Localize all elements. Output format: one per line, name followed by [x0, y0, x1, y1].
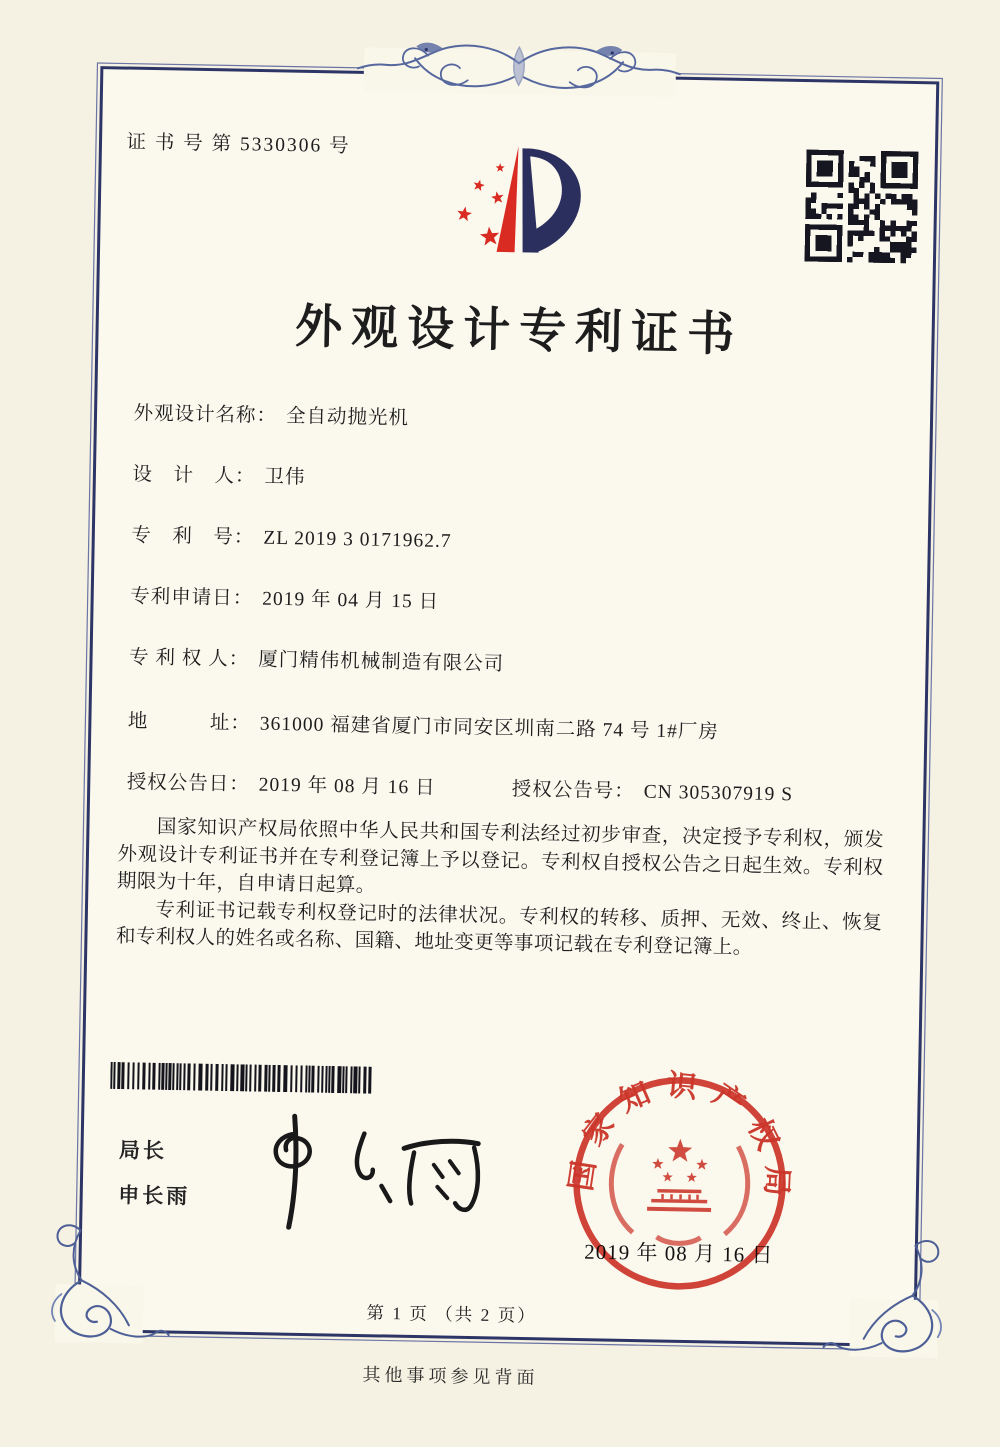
field-label: 授权公告日：: [126, 772, 250, 796]
field-value: 361000 福建省厦门市同安区圳南二路 74 号 1#厂房: [259, 713, 720, 744]
field-value: 全自动抛光机: [285, 406, 410, 430]
handwritten-signature: [241, 1099, 498, 1239]
svg-text:国家知识产权局: [564, 1067, 795, 1211]
barcode: [110, 1062, 382, 1094]
field-value: 2019 年 08 月 16 日: [258, 774, 436, 799]
qr-code: [804, 150, 918, 264]
field-row: [133, 397, 409, 430]
legal-text: [116, 813, 884, 965]
field-value: 卫伟: [264, 466, 306, 489]
seal-ring-text: 国家知识产权局: [564, 1068, 794, 1211]
field-value: 2019 年 04 月 15 日: [261, 588, 440, 613]
field-value: CN 305307919 S: [643, 781, 794, 806]
signer-title: 局长: [118, 1139, 168, 1163]
field-row: [131, 519, 452, 553]
field-label: 专利申请日：: [130, 586, 254, 610]
signer-name: 申长雨: [118, 1184, 191, 1209]
page-number: 第 1 页 （共 2 页）: [366, 1302, 537, 1326]
cnipa-logo-icon: [432, 133, 614, 266]
field-label: 外观设计名称：: [133, 403, 278, 427]
official-seal: [555, 1059, 804, 1308]
field-row: [132, 458, 306, 489]
certificate-number: 证 书 号 第 5330306 号: [126, 132, 351, 158]
field-label: 设 计 人：: [132, 464, 256, 488]
field-label: 地 址：: [127, 711, 252, 735]
seal-date: 2019 年 08 月 16 日: [584, 1239, 774, 1268]
field-label: 专 利 权 人：: [128, 647, 250, 671]
national-emblem: [610, 1138, 748, 1245]
field-value: 厦门精伟机械制造有限公司: [258, 649, 505, 676]
back-note: 其他事项参见背面: [362, 1364, 539, 1388]
field-label: 授权公告号：: [511, 779, 635, 803]
paragraph: 专利证书记载专利权登记时的法律状况。专利权的转移、质押、无效、终止、恢复和专利权人的姓名或名称、国籍、地址变更等事项记载在专利登记簿上。: [115, 899, 883, 959]
paragraph: 国家知识产权局依照中华人民共和国专利法经过初步审查，决定授予专利权，颁发外观设计专利证书并在专利登记簿上予以登记。专利权自授权公告之日起生效。专利权期限为十年，自申请日起算。: [116, 816, 885, 897]
field-label: 专 利 号：: [131, 525, 255, 549]
field-value: ZL 2019 3 0171962.7: [263, 527, 452, 553]
page-title: 外观设计专利证书: [294, 301, 744, 362]
field-row: [130, 580, 439, 614]
